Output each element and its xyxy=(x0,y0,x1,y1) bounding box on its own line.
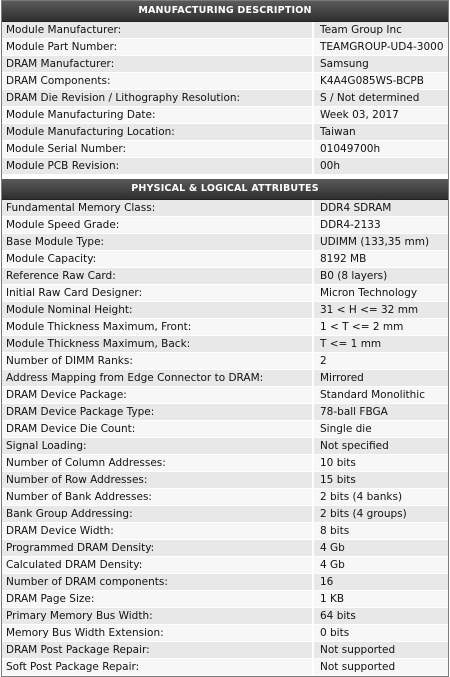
row-label: Address Mapping from Edge Connector to DRAM: xyxy=(2,370,313,387)
table-row xyxy=(2,158,448,175)
table-row xyxy=(2,404,448,421)
table-row xyxy=(2,56,448,73)
table-row xyxy=(2,455,448,472)
row-value: B0 (8 layers) xyxy=(313,268,448,285)
row-value: 00h xyxy=(313,158,448,175)
row-label: Module Thickness Maximum, Front: xyxy=(2,319,313,336)
row-value: 0 bits xyxy=(313,625,448,642)
section-header-physical-logical: PHYSICAL & LOGICAL ATTRIBUTES xyxy=(2,179,448,200)
table-row xyxy=(2,421,448,438)
row-value: 2 bits (4 groups) xyxy=(313,506,448,523)
row-label: Signal Loading: xyxy=(2,438,313,455)
row-value: Single die xyxy=(313,421,448,438)
row-value: Mirrored xyxy=(313,370,448,387)
table-row xyxy=(2,472,448,489)
table-row xyxy=(2,438,448,455)
row-value: Standard Monolithic xyxy=(313,387,448,404)
row-label: DRAM Manufacturer: xyxy=(2,56,313,73)
row-value: 2 bits (4 banks) xyxy=(313,489,448,506)
row-value: DDR4-2133 xyxy=(313,217,448,234)
table-row xyxy=(2,353,448,370)
row-label: Number of Bank Addresses: xyxy=(2,489,313,506)
row-value: DDR4 SDRAM xyxy=(313,200,448,217)
row-value: 1 KB xyxy=(313,591,448,608)
row-label: Module Thickness Maximum, Back: xyxy=(2,336,313,353)
table-row xyxy=(2,659,448,676)
table-row xyxy=(2,22,448,39)
table-row xyxy=(2,608,448,625)
table-row xyxy=(2,200,448,217)
row-value: 1 < T <= 2 mm xyxy=(313,319,448,336)
row-value: Team Group Inc xyxy=(313,22,448,39)
table-row xyxy=(2,591,448,608)
table-row xyxy=(2,124,448,141)
row-label: Number of DIMM Ranks: xyxy=(2,353,313,370)
table-row xyxy=(2,234,448,251)
row-value: 16 xyxy=(313,574,448,591)
row-label: Number of DRAM components: xyxy=(2,574,313,591)
table-row xyxy=(2,336,448,353)
row-value: Not specified xyxy=(313,438,448,455)
row-value: 15 bits xyxy=(313,472,448,489)
row-label: DRAM Post Package Repair: xyxy=(2,642,313,659)
table-row xyxy=(2,540,448,557)
row-label: DRAM Components: xyxy=(2,73,313,90)
table-row xyxy=(2,319,448,336)
row-label: Calculated DRAM Density: xyxy=(2,557,313,574)
row-label: Module Manufacturer: xyxy=(2,22,313,39)
row-value: 64 bits xyxy=(313,608,448,625)
row-value: 10 bits xyxy=(313,455,448,472)
row-value: 8192 MB xyxy=(313,251,448,268)
row-value: Not supported xyxy=(313,642,448,659)
row-label: Module Nominal Height: xyxy=(2,302,313,319)
row-label: Base Module Type: xyxy=(2,234,313,251)
row-label: Initial Raw Card Designer: xyxy=(2,285,313,302)
row-value: 78-ball FBGA xyxy=(313,404,448,421)
table-row xyxy=(2,557,448,574)
row-label: Bank Group Addressing: xyxy=(2,506,313,523)
table-row xyxy=(2,370,448,387)
row-value: 31 < H <= 32 mm xyxy=(313,302,448,319)
manufacturing-table xyxy=(2,22,448,175)
row-value: Taiwan xyxy=(313,124,448,141)
physical-logical-table xyxy=(2,200,448,676)
row-label: Number of Column Addresses: xyxy=(2,455,313,472)
row-label: DRAM Device Die Count: xyxy=(2,421,313,438)
table-row xyxy=(2,268,448,285)
row-label: Reference Raw Card: xyxy=(2,268,313,285)
row-value: K4A4G085WS-BCPB xyxy=(313,73,448,90)
row-value: TEAMGROUP-UD4-3000 xyxy=(313,39,448,56)
row-value: 4 Gb xyxy=(313,557,448,574)
row-label: Number of Row Addresses: xyxy=(2,472,313,489)
row-value: T <= 1 mm xyxy=(313,336,448,353)
row-value: 01049700h xyxy=(313,141,448,158)
row-label: Module Manufacturing Location: xyxy=(2,124,313,141)
table-row xyxy=(2,387,448,404)
row-label: Module PCB Revision: xyxy=(2,158,313,175)
row-value: UDIMM (133,35 mm) xyxy=(313,234,448,251)
row-label: Module Capacity: xyxy=(2,251,313,268)
row-label: DRAM Die Revision / Lithography Resolution: xyxy=(2,90,313,107)
table-row xyxy=(2,302,448,319)
row-label: DRAM Device Width: xyxy=(2,523,313,540)
table-row xyxy=(2,107,448,124)
row-value: Not supported xyxy=(313,659,448,676)
table-row xyxy=(2,523,448,540)
table-row xyxy=(2,625,448,642)
table-row xyxy=(2,642,448,659)
table-row xyxy=(2,574,448,591)
row-value: 4 Gb xyxy=(313,540,448,557)
row-value: Micron Technology xyxy=(313,285,448,302)
table-row xyxy=(2,73,448,90)
row-label: Programmed DRAM Density: xyxy=(2,540,313,557)
row-label: DRAM Device Package Type: xyxy=(2,404,313,421)
row-label: DRAM Page Size: xyxy=(2,591,313,608)
table-row xyxy=(2,285,448,302)
row-label: Module Serial Number: xyxy=(2,141,313,158)
row-value: Samsung xyxy=(313,56,448,73)
row-label: Primary Memory Bus Width: xyxy=(2,608,313,625)
row-value: 2 xyxy=(313,353,448,370)
table-row xyxy=(2,141,448,158)
row-label: Memory Bus Width Extension: xyxy=(2,625,313,642)
row-label: Module Part Number: xyxy=(2,39,313,56)
row-value: S / Not determined xyxy=(313,90,448,107)
table-row xyxy=(2,251,448,268)
row-label: DRAM Device Package: xyxy=(2,387,313,404)
table-row xyxy=(2,217,448,234)
row-label: Soft Post Package Repair: xyxy=(2,659,313,676)
spd-info-panel xyxy=(1,0,449,677)
row-label: Module Manufacturing Date: xyxy=(2,107,313,124)
table-row xyxy=(2,39,448,56)
table-row xyxy=(2,90,448,107)
row-label: Fundamental Memory Class: xyxy=(2,200,313,217)
row-value: 8 bits xyxy=(313,523,448,540)
table-row xyxy=(2,506,448,523)
section-header-manufacturing: MANUFACTURING DESCRIPTION xyxy=(2,1,448,22)
table-row xyxy=(2,489,448,506)
row-value: Week 03, 2017 xyxy=(313,107,448,124)
row-label: Module Speed Grade: xyxy=(2,217,313,234)
